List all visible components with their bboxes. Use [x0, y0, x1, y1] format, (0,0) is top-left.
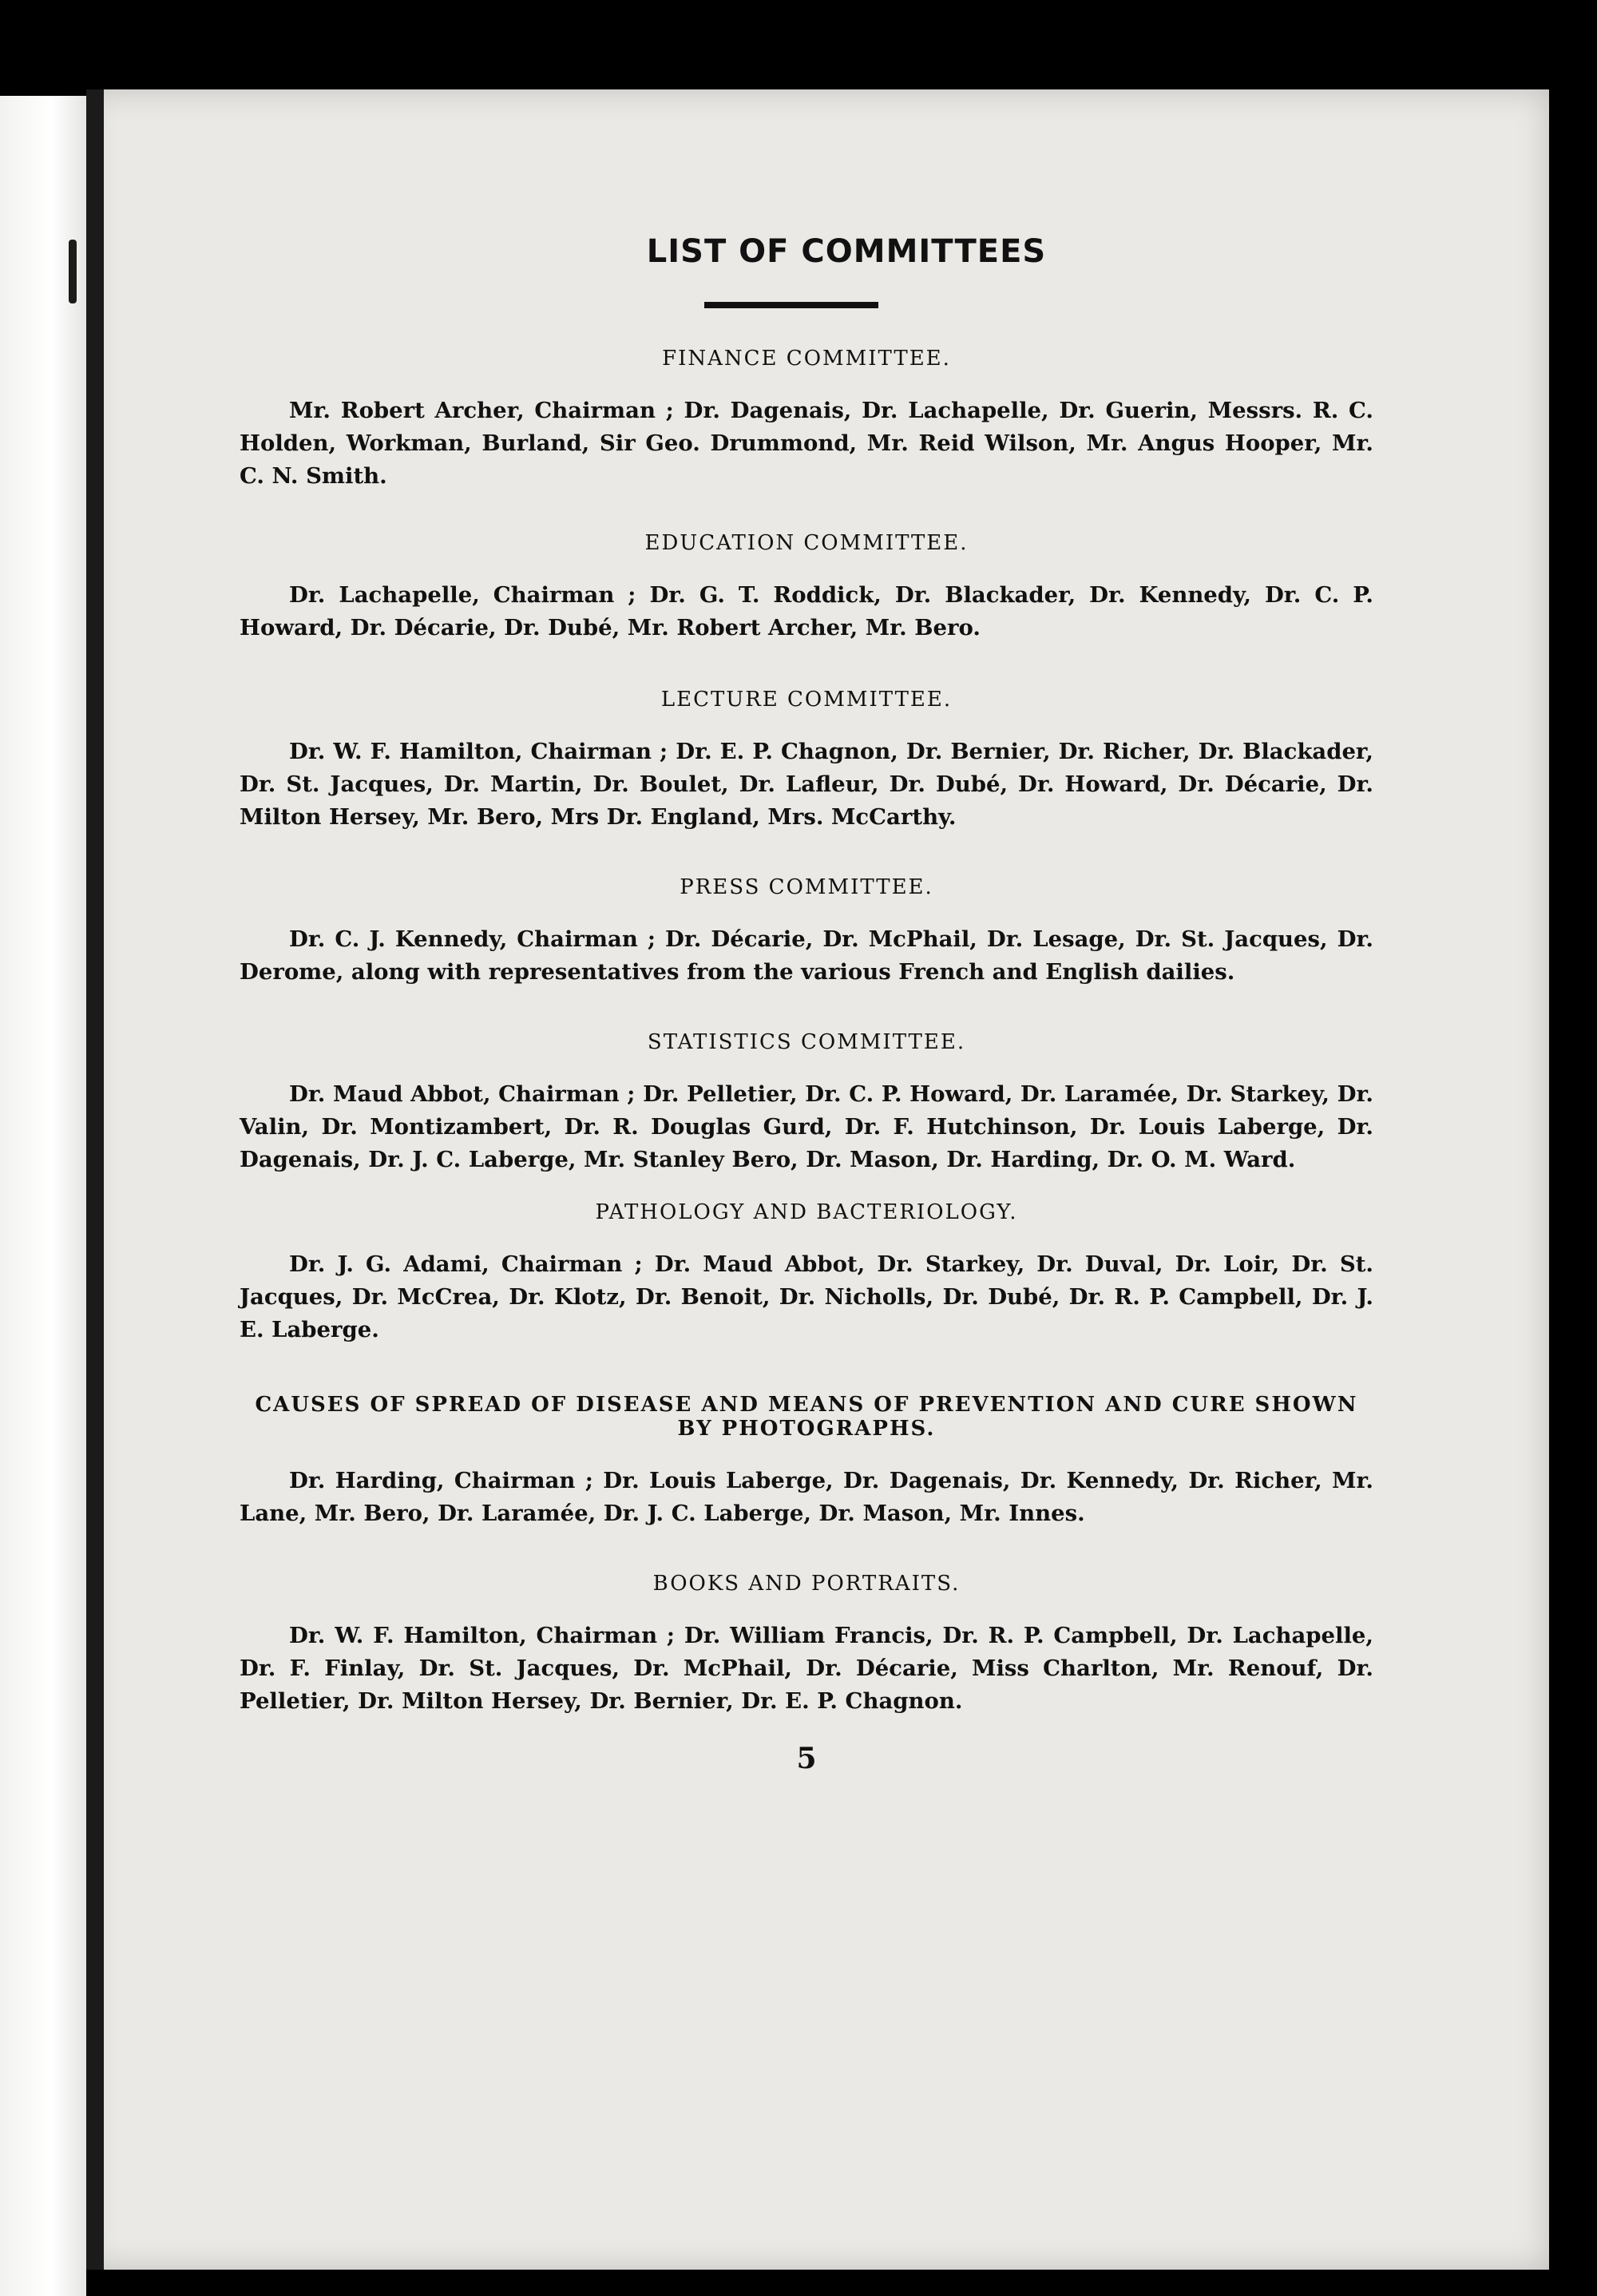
committee-members: Dr. J. G. Adami, Chairman ; Dr. Maud Abbot, Dr. Starkey, Dr. Duval, Dr. Loir, Dr. St. Jacques, Dr. McCrea, Dr. Klotz, Dr. Benoit, Dr. Nicholls, Dr. Dubé, Dr. R. P. Campbell, Dr. J. E. Laberge.	[240, 1251, 1373, 1342]
committee-finance	[240, 347, 1373, 493]
page-title: LIST OF COMMITTEES	[646, 233, 1047, 270]
committee-heading: FINANCE COMMITTEE.	[662, 347, 951, 371]
binding-notch	[69, 240, 77, 303]
committee-heading: PATHOLOGY AND BACTERIOLOGY.	[595, 1200, 1018, 1224]
committee-statistics	[240, 1030, 1373, 1176]
committee-heading: BOOKS AND PORTRAITS.	[652, 1572, 961, 1596]
committee-books-portraits	[240, 1572, 1373, 1718]
committee-lecture	[240, 688, 1373, 834]
committee-members: Dr. C. J. Kennedy, Chairman ; Dr. Décarie, Dr. McPhail, Dr. Lesage, Dr. St. Jacques, Dr. Derome, along with representatives from the various French and English dailies.	[240, 926, 1373, 985]
committee-members: Dr. Harding, Chairman ; Dr. Louis Laberge, Dr. Dagenais, Dr. Kennedy, Dr. Richer, Mr. Lane, Mr. Bero, Dr. Laramée, Dr. J. C. Laberge, Dr. Mason, Mr. Innes.	[240, 1468, 1373, 1526]
committee-members: Dr. Lachapelle, Chairman ; Dr. G. T. Roddick, Dr. Blackader, Dr. Kennedy, Dr. C. P. Howard, Dr. Décarie, Dr. Dubé, Mr. Robert Archer, Mr. Bero.	[240, 582, 1373, 640]
page-number: 5	[796, 1742, 817, 1775]
committee-heading: CAUSES OF SPREAD OF DISEASE AND MEANS OF PREVENTION AND CURE SHOWN BY PHOTOGRAPHS.	[255, 1393, 1358, 1441]
committee-members: Dr. W. F. Hamilton, Chairman ; Dr. E. P. Chagnon, Dr. Bernier, Dr. Richer, Dr. Blackader, Dr. St. Jacques, Dr. Martin, Dr. Boulet, Dr. Lafleur, Dr. Dubé, Dr. Howard, Dr. Décarie, Dr. Milton Hersey, Mr. Bero, Mrs Dr. England, Mrs. McCarthy.	[240, 739, 1373, 830]
committee-heading: STATISTICS COMMITTEE.	[647, 1030, 966, 1054]
committee-heading: EDUCATION COMMITTEE.	[644, 531, 969, 555]
binding-strip	[86, 89, 104, 2270]
committee-causes-of-spread	[240, 1393, 1373, 1530]
committee-members: Dr. Maud Abbot, Chairman ; Dr. Pelletier, Dr. C. P. Howard, Dr. Laramée, Dr. Starkey, Dr. Valin, Dr. Montizambert, Dr. R. Douglas Gurd, Dr. F. Hutchinson, Dr. Louis Laberge, Dr. Dagenais, Dr. J. C. Laberge, Mr. Stanley Bero, Dr. Mason, Dr. Harding, Dr. O. M. Ward.	[240, 1081, 1373, 1172]
committee-heading: PRESS COMMITTEE.	[680, 875, 933, 899]
committee-pathology	[240, 1200, 1373, 1346]
binding-edge	[0, 96, 86, 2296]
committee-heading: LECTURE COMMITTEE.	[660, 688, 953, 712]
committee-press	[240, 875, 1373, 989]
committee-members: Mr. Robert Archer, Chairman ; Dr. Dagenais, Dr. Lachapelle, Dr. Guerin, Messrs. R. C. Holden, Workman, Burland, Sir Geo. Drummond, Mr. Reid Wilson, Mr. Angus Hooper, Mr. C. N. Smith.	[240, 398, 1373, 489]
committee-education	[240, 531, 1373, 644]
title-rule	[704, 302, 878, 308]
committee-members: Dr. W. F. Hamilton, Chairman ; Dr. William Francis, Dr. R. P. Campbell, Dr. Lachapelle, Dr. F. Finlay, Dr. St. Jacques, Dr. McPhail, Dr. Décarie, Miss Charlton, Mr. Renouf, Dr. Pelletier, Dr. Milton Hersey, Dr. Bernier, Dr. E. P. Chagnon.	[240, 1623, 1373, 1714]
document-body	[240, 224, 1373, 1775]
